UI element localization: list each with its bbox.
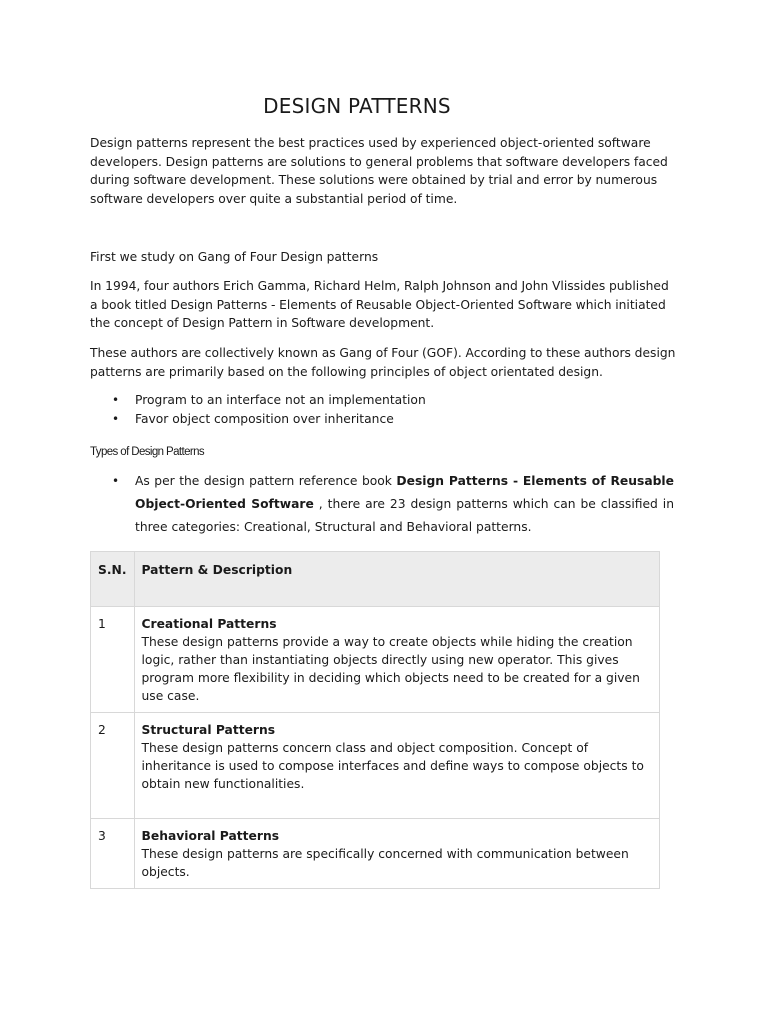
table-header-row bbox=[91, 552, 660, 607]
bullet-icon: • bbox=[112, 474, 120, 488]
row-sn: 3 bbox=[91, 819, 135, 889]
bullet-icon: • bbox=[112, 412, 120, 426]
book-title: Design Patterns - Elements of Reusable Object-Oriented Software bbox=[135, 474, 674, 511]
list-item bbox=[90, 470, 674, 539]
pattern-description: These design patterns concern class and object composition. Concept of inheritance is used to compose interfaces and define ways to compose objects to obtain new functionalities. bbox=[141, 741, 644, 791]
row-sn: 1 bbox=[91, 607, 135, 713]
types-list bbox=[90, 470, 674, 539]
pattern-name: Structural Patterns bbox=[141, 723, 276, 737]
principle-text: Favor object composition over inheritance bbox=[135, 412, 394, 426]
list-item bbox=[90, 391, 676, 410]
history-paragraph: In 1994, four authors Erich Gamma, Richard Helm, Ralph Johnson and John Vlissides published a book titled Design Patterns - Elements of Reusable Object-Oriented Software which initiated the concept of Design Pattern in Software development. bbox=[90, 279, 669, 331]
gof-paragraph: These authors are collectively known as Gang of Four (GOF). According to these authors design patterns are primarily based on the following principles of object orientated design. bbox=[90, 346, 676, 379]
row-pattern-cell bbox=[134, 713, 660, 819]
types-heading: Types of Design Patterns bbox=[90, 446, 205, 458]
pattern-description: These design patterns are specifically concerned with communication between objects. bbox=[141, 847, 629, 879]
row-pattern-cell bbox=[134, 607, 660, 713]
pattern-description: These design patterns provide a way to create objects while hiding the creation logic, rather than instantiating objects directly using new operator. This gives program more flexibility in deciding which objects need to be created for a given use case. bbox=[141, 635, 640, 703]
pattern-name: Behavioral Patterns bbox=[141, 829, 280, 843]
table-row bbox=[91, 819, 660, 889]
header-sn: S.N. bbox=[91, 552, 135, 607]
types-intro-before: As per the design pattern reference book bbox=[135, 474, 397, 488]
principles-list bbox=[90, 391, 676, 429]
bullet-icon: • bbox=[112, 393, 120, 407]
types-intro-after: , there are 23 design patterns which can be classified in three categories: Creational, Structural and Behavioral patterns. bbox=[135, 497, 675, 534]
intro-paragraph: Design patterns represent the best practices used by experienced object-oriented software developers. Design patterns are solutions to general problems that software developers faced during software development. These solutions were obtained by trial and error by numerous software developers over quite a substantial period of time. bbox=[90, 136, 668, 206]
row-pattern-cell bbox=[134, 819, 660, 889]
patterns-table bbox=[90, 551, 660, 889]
header-pattern: Pattern & Description bbox=[134, 552, 660, 607]
principle-text: Program to an interface not an implementation bbox=[135, 393, 426, 407]
table-row bbox=[91, 607, 660, 713]
row-sn: 2 bbox=[91, 713, 135, 819]
gof-heading: First we study on Gang of Four Design patterns bbox=[90, 250, 379, 264]
table-row bbox=[91, 713, 660, 819]
list-item bbox=[90, 410, 676, 429]
page-title: DESIGN PATTERNS bbox=[263, 94, 451, 118]
pattern-name: Creational Patterns bbox=[141, 617, 277, 631]
